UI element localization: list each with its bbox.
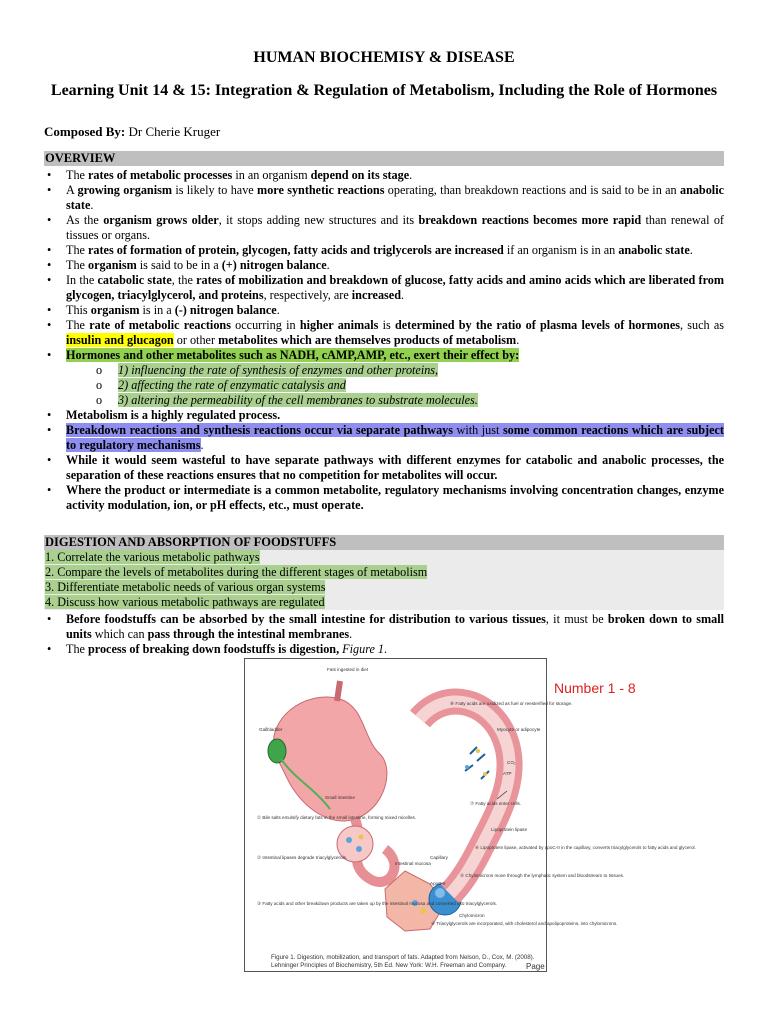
text-run: insulin and glucagon bbox=[66, 333, 174, 347]
gallbladder-shape bbox=[268, 739, 286, 763]
page-label: Page bbox=[526, 962, 545, 971]
text-run: if an organism is in an bbox=[503, 243, 619, 257]
text-run: Figure 1 bbox=[342, 642, 385, 656]
text-run: . bbox=[326, 258, 330, 272]
text-run: As the bbox=[66, 213, 104, 227]
label-step1: ① Bile salts emulsify dietary fats in the small intestine, forming mixed micelles. bbox=[257, 815, 417, 820]
text-run: pass through the intestinal membranes bbox=[147, 627, 350, 641]
label-co2: CO₂ bbox=[507, 760, 516, 765]
list-item: • Before foodstuffs can be absorbed by the small intestine for distribution to various tissues, it must be broken down to small units which can pass through the intestinal membranes. bbox=[47, 612, 724, 641]
text-run: rates of metabolic processes bbox=[88, 168, 233, 182]
learning-goals bbox=[44, 550, 724, 610]
text-run: . bbox=[200, 438, 204, 452]
text-run: occurring in bbox=[230, 318, 300, 332]
sub-list-item: o 3) altering the permeability of the cell membranes to substrate molecules. bbox=[96, 393, 478, 407]
text-run: organism bbox=[90, 303, 140, 317]
label-fats: Fats ingested in diet bbox=[327, 667, 369, 672]
label-atp: ATP bbox=[503, 771, 512, 776]
text-run: increased bbox=[351, 288, 401, 302]
list-item: • The process of breaking down foodstuffs is digestion, Figure 1. bbox=[47, 642, 388, 656]
author-label: Composed By: bbox=[44, 124, 126, 139]
label-step2: ② Intestinal lipases degrade triacylglycerols. bbox=[257, 855, 348, 860]
label-mucosa: Intestinal mucosa bbox=[395, 861, 431, 866]
text-run: (-) nitrogen balance bbox=[174, 303, 277, 317]
text-run: higher animals bbox=[299, 318, 379, 332]
text-run: is in a bbox=[139, 303, 175, 317]
text-run: , respectively, are bbox=[263, 288, 352, 302]
goal-item: 1. Correlate the various metabolic pathways bbox=[45, 550, 260, 564]
text-run: A bbox=[66, 183, 78, 197]
text-run: Before foodstuffs can be absorbed by the small intestine for distribution to various tissues bbox=[66, 612, 546, 626]
label-chylomicron: Chylomicron bbox=[459, 913, 485, 918]
text-run: , such as bbox=[679, 318, 724, 332]
text-run: is said to be in a bbox=[136, 258, 222, 272]
text-run: The bbox=[66, 258, 88, 272]
label-small-intestine: Small intestine bbox=[325, 795, 355, 800]
text-run: is likely to have bbox=[172, 183, 258, 197]
text-run: rates of mobilization and breakdown of glucose, fatty acids and amino acids which are liberated from glycogen, triacylglycerol, and proteins bbox=[66, 273, 725, 302]
hormones-text: Hormones and other metabolites such as NADH, cAMP,AMP, etc., exert their effect by: bbox=[66, 348, 520, 362]
text-run: . bbox=[689, 243, 693, 257]
text-run: In the bbox=[66, 273, 98, 287]
text-run: with just bbox=[453, 423, 503, 437]
text-run: is bbox=[378, 318, 395, 332]
label-myocyte: Myocyte or adipocyte bbox=[497, 727, 541, 732]
digestion-heading: DIGESTION AND ABSORPTION OF FOODSTUFFS bbox=[44, 535, 724, 550]
fatty-acid-dot bbox=[483, 772, 487, 776]
sub-list-item: o 2) affecting the rate of enzymatic catalysis and bbox=[96, 378, 346, 392]
text-run: some common reactions which are subject to regulatory mechanisms bbox=[66, 423, 724, 452]
digestion-list bbox=[44, 612, 724, 657]
text-run: organism bbox=[88, 258, 137, 272]
overview-list bbox=[44, 168, 724, 513]
text-run: which can bbox=[91, 627, 148, 641]
text-run: depend on its stage bbox=[310, 168, 410, 182]
stomach-shape bbox=[273, 697, 386, 821]
label-gallbladder: Gallbladder bbox=[259, 727, 283, 732]
list-item: • Metabolism is a highly regulated process. bbox=[47, 408, 281, 422]
list-item-hormones: • Hormones and other metabolites such as NADH, cAMP,AMP, etc., exert their effect by: o 1) influencing the rate of synthesis of enzymes and other proteins, o 2) affecting the rate of enzymatic catalysis and o 3) altering the permeability of the cell membranes to substrate molecules. bbox=[44, 348, 724, 408]
text-run: . bbox=[409, 168, 413, 182]
text-run: organism grows older bbox=[103, 213, 219, 227]
list-item: • Breakdown reactions and synthesis reactions occur via separate pathways with just some common reactions which are subject to regulatory mechanisms. bbox=[47, 423, 724, 452]
label-step6: ⑥ Lipoprotein lipase, activated by apoC-II in the capillary, converts triacylglycerols to fatty acids and glycerol. bbox=[475, 845, 696, 850]
text-run: in an organism bbox=[232, 168, 311, 182]
list-item: • As the organism grows older, it stops adding new structures and its breakdown reactions becomes more rapid than renewal of tissues or organs. bbox=[47, 213, 724, 242]
list-item: • Where the product or intermediate is a common metabolite, regulatory mechanisms involving concentration changes, enzyme activity modulation, ion, or pH effects, etc., must operate. bbox=[47, 483, 724, 512]
fatty-acid-dot bbox=[476, 749, 480, 753]
text-run: more synthetic reactions bbox=[257, 183, 385, 197]
document-subtitle: Learning Unit 14 & 15: Integration & Regulation of Metabolism, Including the Role of Hormones bbox=[50, 82, 718, 99]
text-run: . bbox=[384, 642, 388, 656]
list-item: • The rates of metabolic processes in an organism depend on its stage. bbox=[47, 168, 413, 182]
text-run: The bbox=[66, 318, 90, 332]
label-lipoprotein-lipase: Lipoprotein lipase bbox=[491, 827, 528, 832]
fatty-acid-dot bbox=[465, 765, 469, 769]
text-run: rate of metabolic reactions bbox=[89, 318, 231, 332]
text-run: Breakdown reactions and synthesis reactions occur via separate pathways bbox=[66, 423, 454, 437]
author-line bbox=[44, 124, 220, 140]
text-run: determined by the ratio of plasma levels of hormones bbox=[394, 318, 680, 332]
text-run: This bbox=[66, 303, 91, 317]
text-run: process of breaking down foodstuffs is digestion, bbox=[88, 642, 340, 656]
text-run: . bbox=[276, 303, 280, 317]
label-step4: ④ Triacylglycerols are incorporated, with cholesterol and apolipoproteins, into chylomicrons. bbox=[431, 921, 618, 926]
text-run: . bbox=[349, 627, 353, 641]
label-capillary: Capillary bbox=[430, 855, 448, 860]
annotation-number-range: Number 1 - 8 bbox=[554, 680, 636, 696]
text-run: , it must be bbox=[545, 612, 608, 626]
text-run: While it would seem wasteful to have separate pathways with different enzymes for catabolic and anabolic processes, the separation of these reactions ensures that no competition for metabolites will occur. bbox=[66, 453, 724, 482]
author-name: Dr Cherie Kruger bbox=[128, 124, 221, 139]
micelle-shape bbox=[356, 846, 362, 852]
chylomicron-highlight bbox=[435, 888, 445, 898]
label-apocii: ApoC-II bbox=[430, 881, 446, 886]
text-run: Where the product or intermediate is a common metabolite, regulatory mechanisms involving concentration changes, enzyme activity modulation, ion, or pH effects, etc., must operate. bbox=[66, 483, 724, 512]
list-item: • While it would seem wasteful to have separate pathways with different enzymes for catabolic and anabolic processes, the separation of these reactions ensures that no competition for metabolites will occur. bbox=[47, 453, 724, 482]
goal-item: 3. Differentiate metabolic needs of various organ systems bbox=[45, 580, 326, 594]
text-run: broken down to small units bbox=[66, 612, 724, 641]
fatty-acid-dot bbox=[420, 908, 426, 914]
goal-item: 2. Compare the levels of metabolites during the different stages of metabolism bbox=[45, 565, 428, 579]
micelle-shape bbox=[346, 837, 352, 843]
list-item: • The organism is said to be in a (+) nitrogen balance. bbox=[47, 258, 330, 272]
text-run: Metabolism is a highly regulated process. bbox=[66, 408, 281, 422]
text-run: anabolic state bbox=[66, 183, 724, 212]
text-run: metabolites which are themselves products of metabolism bbox=[218, 333, 517, 347]
text-run: or other bbox=[173, 333, 219, 347]
label-step5: ⑤ Chylomicrons move through the lymphatic system and bloodstream to tissues. bbox=[460, 873, 625, 878]
list-item: • This organism is in a (-) nitrogen balance. bbox=[47, 303, 280, 317]
label-step3: ③ Fatty acids and other breakdown products are taken up by the intestinal mucosa and converted into triacylglycerols. bbox=[257, 901, 498, 906]
goal-item: 4. Discuss how various metabolic pathways are regulated bbox=[45, 595, 325, 609]
figure-caption: Figure 1. Digestion, mobilization, and transport of fats. Adapted from Nelson, D., Cox, M. (2008). Lehninger Principles of Biochemistry, 5th Ed. New York: W.H. Freeman and Company. bbox=[271, 954, 535, 969]
micelle-shape bbox=[359, 835, 364, 840]
document-title: HUMAN BIOCHEMISY & DISEASE bbox=[253, 49, 515, 66]
text-run: growing organism bbox=[77, 183, 172, 197]
list-item: • A growing organism is likely to have more synthetic reactions operating, than breakdown reactions and is said to be in an anabolic state. bbox=[47, 183, 724, 212]
overview-heading: OVERVIEW bbox=[44, 151, 724, 166]
label-step8: ⑧ Fatty acids are oxidized as fuel or reesterified for storage. bbox=[450, 701, 573, 706]
list-item: • The rates of formation of protein, glycogen, fatty acids and triglycerols are increased if an organism is in an anabolic state. bbox=[47, 243, 693, 257]
text-run: operating, than breakdown reactions and is said to be in an bbox=[384, 183, 680, 197]
text-run: (+) nitrogen balance bbox=[221, 258, 327, 272]
text-run: than renewal of tissues or organs. bbox=[66, 213, 724, 242]
text-run: catabolic state bbox=[97, 273, 172, 287]
text-run: . bbox=[90, 198, 94, 212]
text-run: The bbox=[66, 168, 88, 182]
text-run: The bbox=[66, 642, 88, 656]
text-run: , the bbox=[171, 273, 197, 287]
text-run: breakdown reactions becomes more rapid bbox=[418, 213, 642, 227]
list-item: • In the catabolic state, the rates of mobilization and breakdown of glucose, fatty acids and amino acids which are liberated from glycogen, triacylglycerol, and proteins, respectively, are increased. bbox=[47, 273, 725, 302]
hormone-effects-list bbox=[66, 363, 724, 408]
text-run: . bbox=[516, 333, 520, 347]
esophagus-shape bbox=[337, 681, 340, 701]
text-run: . bbox=[400, 288, 405, 302]
label-step7: ⑦ Fatty acids enter cells. bbox=[470, 801, 522, 806]
text-run: , it stops adding new structures and its bbox=[218, 213, 419, 227]
text-run: rates of formation of protein, glycogen, fatty acids and triglycerols are increased bbox=[88, 243, 504, 257]
text-run: anabolic state bbox=[618, 243, 690, 257]
list-item: • The rate of metabolic reactions occurring in higher animals is determined by the ratio of plasma levels of hormones, such as insulin and glucagon or other metabolites which are themselves products of metabolism. bbox=[47, 318, 724, 347]
sub-list-item: o 1) influencing the rate of synthesis of enzymes and other proteins, bbox=[96, 363, 439, 377]
text-run: The bbox=[66, 243, 88, 257]
